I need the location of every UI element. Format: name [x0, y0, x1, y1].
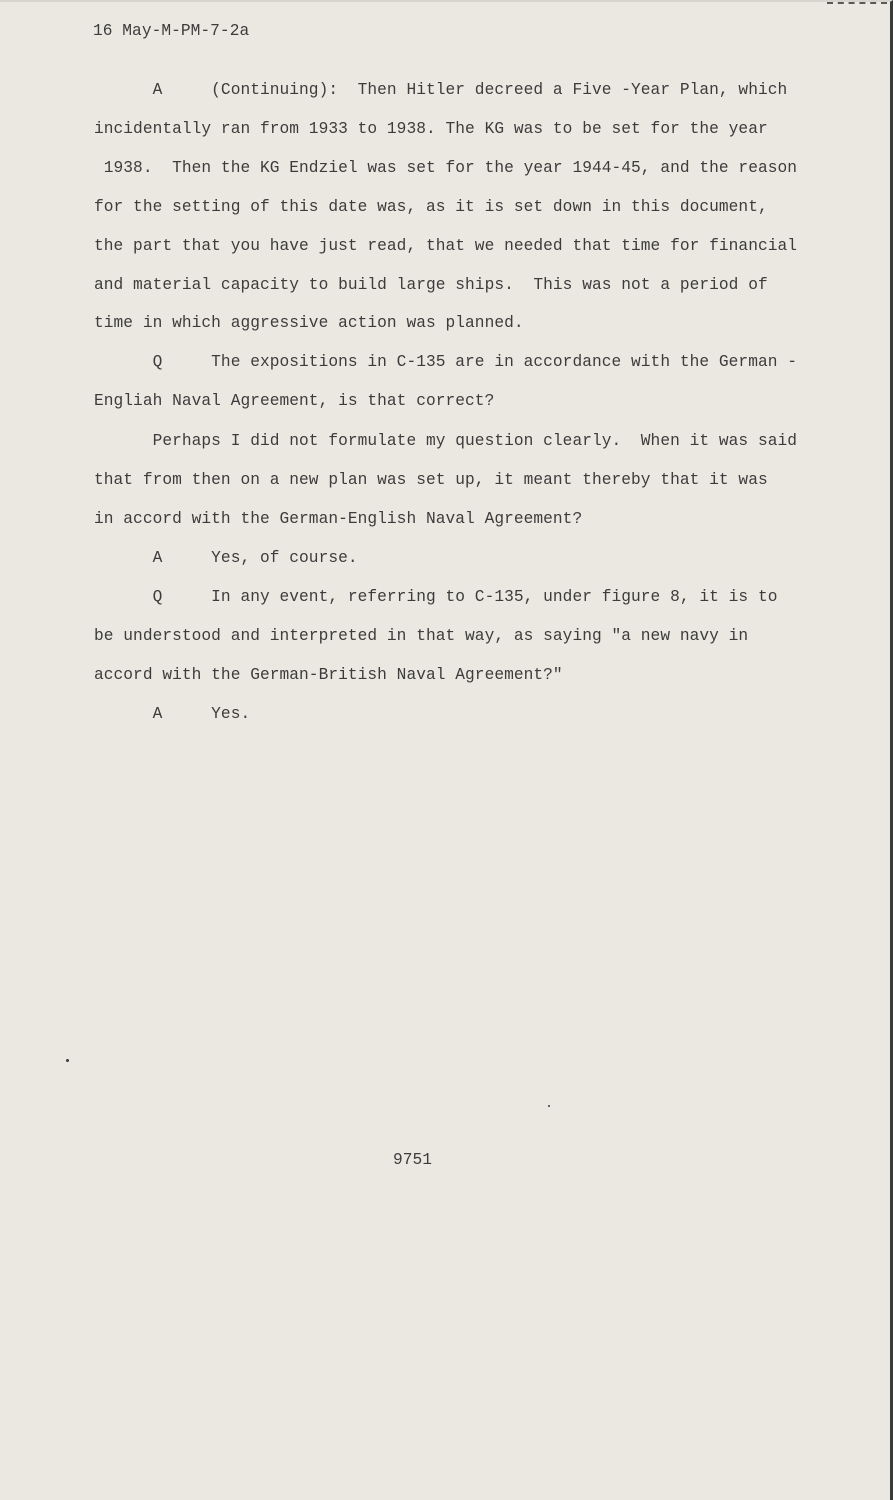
edge-mark — [827, 2, 887, 8]
text-line: accord with the German-British Naval Agreement?" — [94, 666, 563, 684]
text-line: for the setting of this date was, as it is set down in this document, — [94, 198, 768, 216]
text-line: time in which aggressive action was planned. — [94, 314, 524, 332]
text-line: Engliah Naval Agreement, is that correct? — [94, 392, 495, 410]
text-line: be understood and interpreted in that way, as saying "a new navy in — [94, 627, 749, 645]
text-line: incidentally ran from 1933 to 1938. The KG was to be set for the year — [94, 120, 768, 138]
text-line: A Yes. — [94, 705, 251, 723]
text-line: Perhaps I did not formulate my question clearly. When it was said — [94, 432, 798, 450]
text-line: 1938. Then the KG Endziel was set for the year 1944-45, and the reason — [94, 159, 798, 177]
text-line: Q The expositions in C-135 are in accordance with the German - — [94, 353, 798, 371]
page-number: 9751 — [393, 1151, 433, 1169]
text-line: A Yes, of course. — [94, 549, 358, 567]
text-line: and material capacity to build large ships. This was not a period of — [94, 276, 768, 294]
text-line: the part that you have just read, that we needed that time for financial — [94, 237, 798, 255]
text-line: A (Continuing): Then Hitler decreed a Five -Year Plan, which — [94, 81, 788, 99]
paper-speck — [548, 1105, 550, 1107]
page-header: 16 May-M-PM-7-2a — [93, 22, 250, 40]
paper-speck — [66, 1059, 69, 1062]
text-line: in accord with the German-English Naval Agreement? — [94, 510, 583, 528]
text-line: that from then on a new plan was set up, it meant thereby that it was — [94, 471, 768, 489]
text-line: Q In any event, referring to C-135, under figure 8, it is to — [94, 588, 778, 606]
